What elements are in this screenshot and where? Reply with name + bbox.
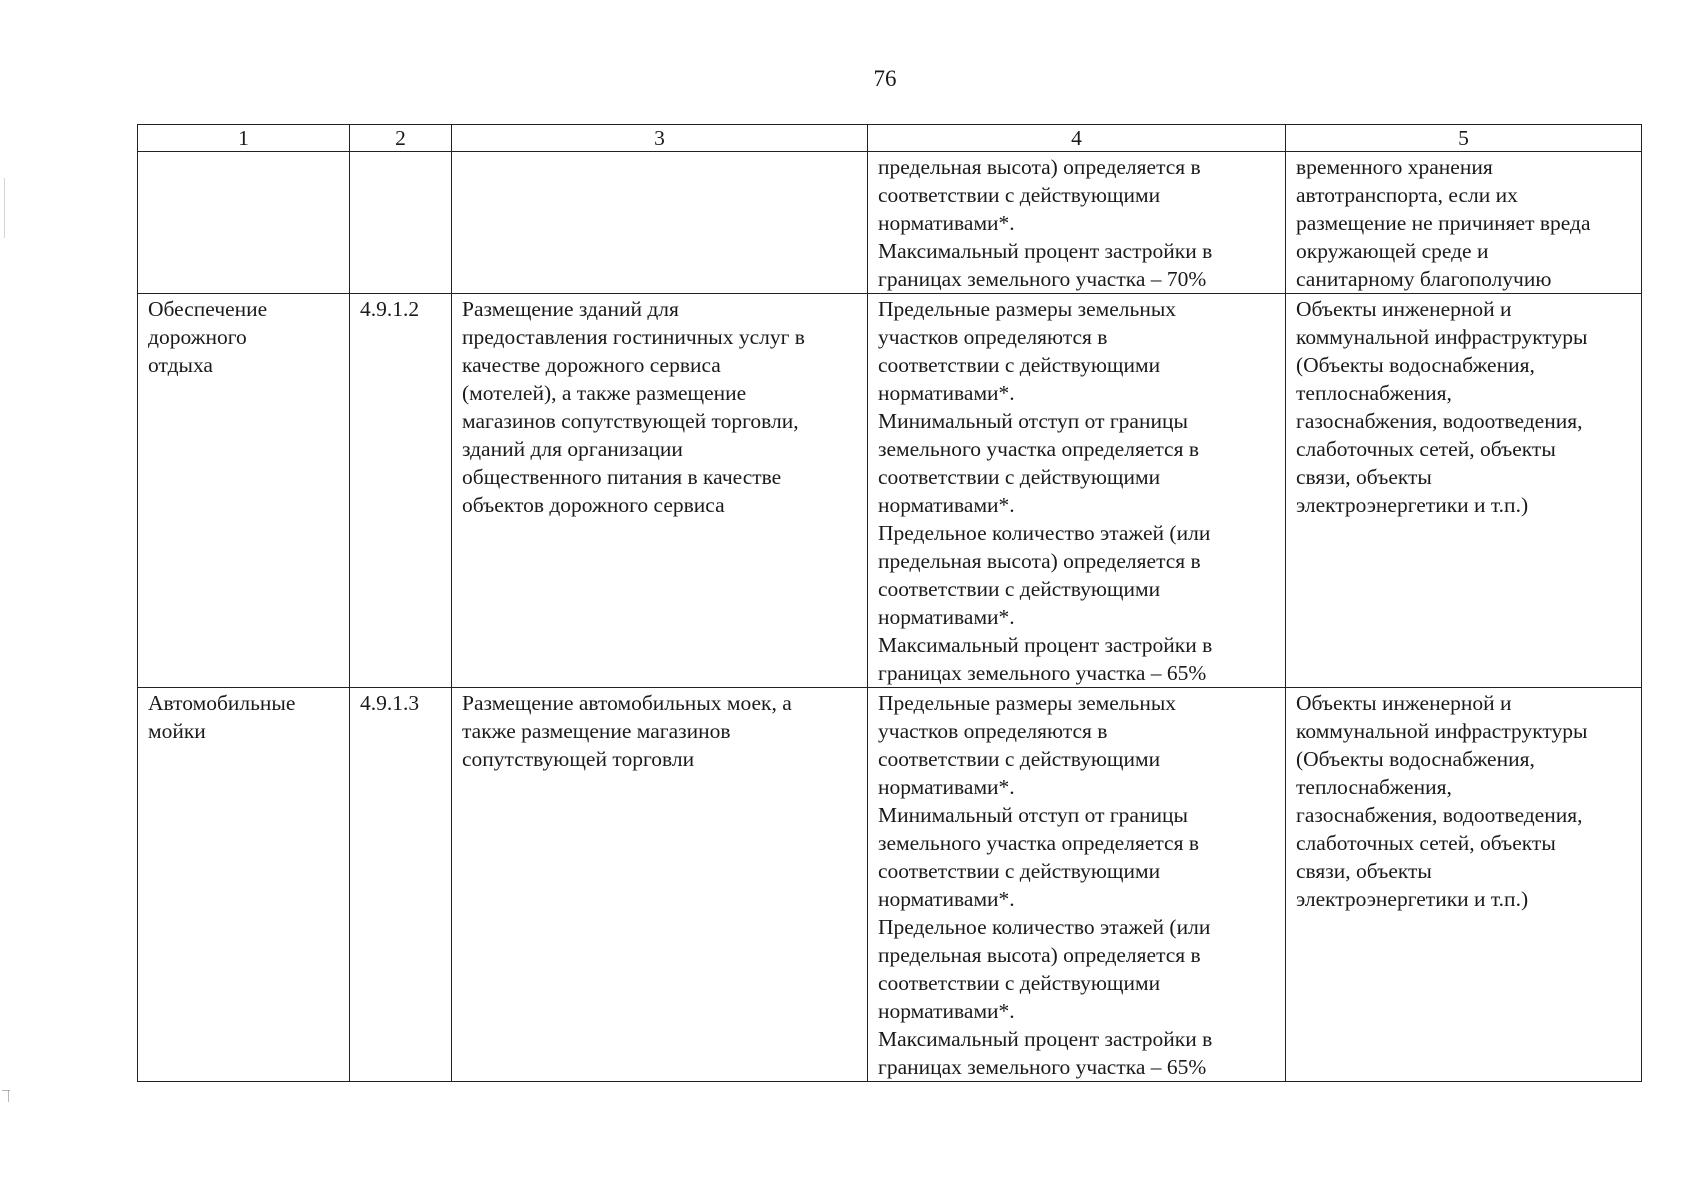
cell-code: 4.9.1.3 xyxy=(350,688,452,1082)
header-col-2: 2 xyxy=(350,125,452,152)
cell-auxiliary: временного хранения автотранспорта, если их размещение не причиняет вреда окружающей среде и санитарному благополучию xyxy=(1286,152,1642,294)
cell-auxiliary: Объекты инженерной и коммунальной инфраструктуры (Объекты водоснабжения, теплоснабжения, газоснабжения, водоотведения, слаботочных сетей, объекты связи, объекты электроэнергетики и т.п.) xyxy=(1286,688,1642,1082)
cell-name: Обеспечение дорожного отдыха xyxy=(138,294,350,688)
cell-name: Автомобильные мойки xyxy=(138,688,350,1082)
header-col-3: 3 xyxy=(452,125,868,152)
table-row-continuation xyxy=(138,152,1642,294)
cell-parameters: Предельные размеры земельных участков определяются в соответствии с действующими нормативами*. Минимальный отступ от границы земельного участка определяется в соответствии с действующими нормативами*. Предельное количество этажей (или предельная высота) определяется в соответствии с действующими нормативами*. Максимальный процент застройки в границах земельного участка – 65% xyxy=(868,294,1286,688)
cell-parameters: предельная высота) определяется в соответствии с действующими нормативами*. Максимальный процент застройки в границах земельного участка – 70% xyxy=(868,152,1286,294)
cell-description: Размещение зданий для предоставления гостиничных услуг в качестве дорожного сервиса (мотелей), а также размещение магазинов сопутствующей торговли, зданий для организации общественного питания в качестве объектов дорожного сервиса xyxy=(452,294,868,688)
header-col-4: 4 xyxy=(868,125,1286,152)
header-col-5: 5 xyxy=(1286,125,1642,152)
scan-artifact-mark xyxy=(8,1090,9,1102)
scan-artifact-mark xyxy=(4,178,5,238)
header-col-1: 1 xyxy=(138,125,350,152)
cell-name xyxy=(138,152,350,294)
table-row xyxy=(138,294,1642,688)
cell-description: Размещение автомобильных моек, а также размещение магазинов сопутствующей торговли xyxy=(452,688,868,1082)
cell-code xyxy=(350,152,452,294)
table-header-row xyxy=(138,125,1642,152)
cell-description xyxy=(452,152,868,294)
cell-code: 4.9.1.2 xyxy=(350,294,452,688)
zoning-table xyxy=(137,124,1642,1082)
cell-auxiliary: Объекты инженерной и коммунальной инфраструктуры (Объекты водоснабжения, теплоснабжения, газоснабжения, водоотведения, слаботочных сетей, объекты связи, объекты электроэнергетики и т.п.) xyxy=(1286,294,1642,688)
page-number: 76 xyxy=(873,66,897,91)
cell-parameters: Предельные размеры земельных участков определяются в соответствии с действующими нормативами*. Минимальный отступ от границы земельного участка определяется в соответствии с действующими нормативами*. Предельное количество этажей (или предельная высота) определяется в соответствии с действующими нормативами*. Максимальный процент застройки в границах земельного участка – 65% xyxy=(868,688,1286,1082)
table-row xyxy=(138,688,1642,1082)
